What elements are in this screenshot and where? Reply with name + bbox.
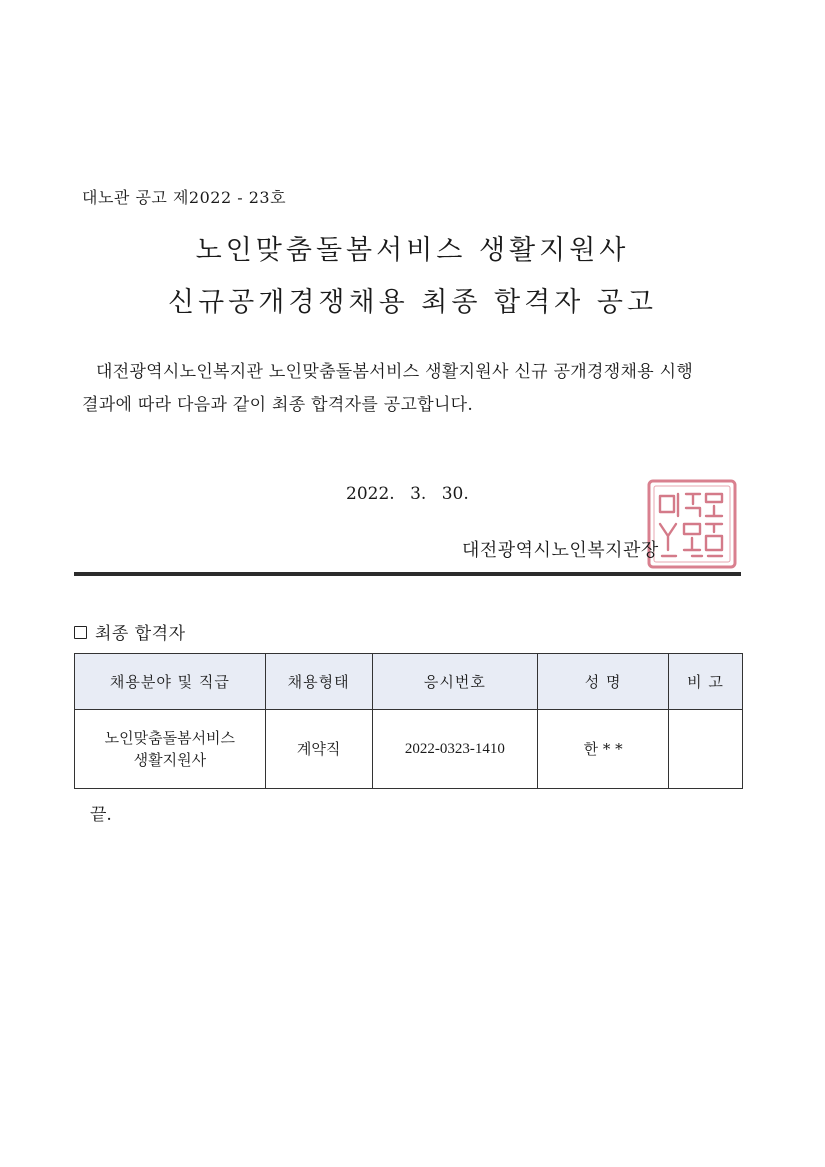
checkbox-square-icon bbox=[74, 626, 87, 639]
title-line-1: 노인맞춤돌봄서비스 생활지원사 bbox=[195, 235, 630, 266]
header-name: 성 명 bbox=[538, 654, 669, 710]
cell-note bbox=[669, 710, 743, 789]
section-heading-label: 최종 합격자 bbox=[95, 624, 186, 644]
divider bbox=[74, 572, 741, 576]
header-field: 채용분야 및 직급 bbox=[75, 654, 266, 710]
document-number: 대노관 공고 제2022 - 23호 bbox=[82, 188, 287, 207]
announcement-body bbox=[82, 356, 752, 422]
body-line-1: 대전광역시노인복지관 노인맞춤돌봄서비스 생활지원사 신규 공개경쟁채용 시행 bbox=[96, 362, 694, 382]
announcement-date: 2022. 3. 30. bbox=[346, 484, 469, 504]
cell-number: 2022-0323-1410 bbox=[372, 710, 538, 789]
table-header-row bbox=[75, 654, 743, 710]
end-mark: 끝. bbox=[90, 805, 112, 825]
cell-field-line-1: 노인맞춤돌봄서비스 bbox=[104, 729, 236, 747]
cell-field-line-2: 생활지원사 bbox=[133, 751, 207, 769]
body-line-2: 결과에 따라 다음과 같이 최종 합격자를 공고합니다. bbox=[82, 395, 474, 415]
table-row bbox=[75, 710, 743, 789]
cell-type: 계약직 bbox=[265, 710, 372, 789]
issuer-name: 대전광역시노인복지관장 bbox=[462, 540, 659, 561]
official-seal-icon bbox=[646, 478, 738, 570]
cell-field bbox=[75, 710, 266, 789]
title-line-2: 신규공개경쟁채용 최종 합격자 공고 bbox=[168, 287, 657, 318]
header-note: 비 고 bbox=[669, 654, 743, 710]
cell-name: 한 * * bbox=[538, 710, 669, 789]
header-type: 채용형태 bbox=[265, 654, 372, 710]
results-table bbox=[74, 653, 743, 789]
section-heading bbox=[74, 619, 186, 644]
header-number: 응시번호 bbox=[372, 654, 538, 710]
